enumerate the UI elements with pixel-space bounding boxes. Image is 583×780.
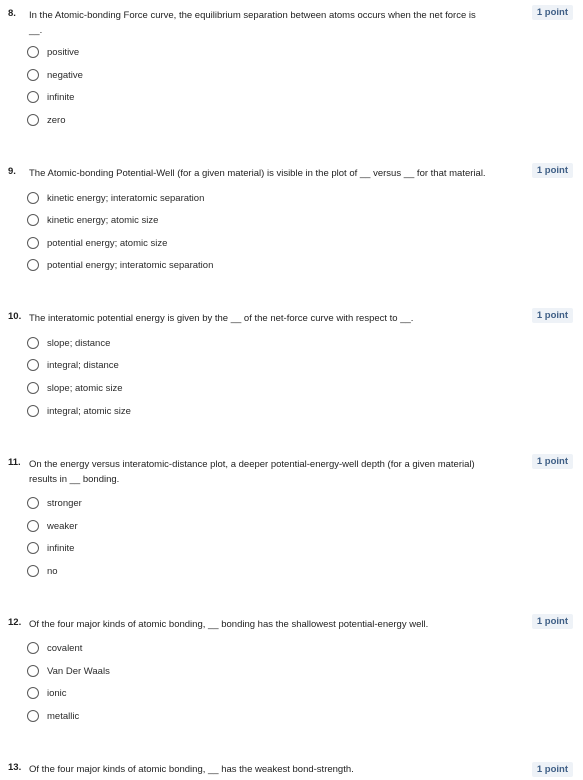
option-label: kinetic energy; interatomic separation [47,192,205,204]
option-label: positive [47,46,80,58]
option-q9-2[interactable] [27,212,158,228]
radio-icon[interactable] [27,710,39,722]
option-q12-4[interactable] [27,708,79,724]
option-q10-2[interactable] [27,357,119,373]
radio-icon[interactable] [27,359,39,371]
option-q11-3[interactable] [27,540,74,556]
option-label: no [47,565,58,577]
question-text: On the energy versus interatomic-distance plot, a deeper potential-energy-well depth (for a given material) results in __ bonding. [29,459,475,485]
radio-icon[interactable] [27,687,39,699]
points-badge: 1 point [532,5,573,20]
option-label: weaker [47,520,78,532]
option-q11-1[interactable] [27,495,82,511]
question-text: The Atomic-bonding Potential-Well (for a given material) is visible in the plot of __ versus __ for that material. [29,168,486,179]
question-number: 8. [8,8,16,19]
question-text: In the Atomic-bonding Force curve, the equilibrium separation between atoms occurs when the net force is __. [29,10,476,36]
radio-icon[interactable] [27,337,39,349]
option-q8-1[interactable] [27,44,79,60]
points-badge: 1 point [532,308,573,323]
option-label: zero [47,114,66,126]
option-label: infinite [47,91,75,103]
option-q9-4[interactable] [27,257,213,273]
question-number: 13. [8,762,22,773]
radio-icon[interactable] [27,91,39,103]
radio-icon[interactable] [27,520,39,532]
radio-icon[interactable] [27,665,39,677]
option-label: integral; distance [47,359,119,371]
points-badge: 1 point [532,762,573,777]
question-number: 12. [8,617,22,628]
option-q9-3[interactable] [27,235,167,251]
radio-icon[interactable] [27,46,39,58]
option-q9-1[interactable] [27,190,204,206]
option-label: covalent [47,642,83,654]
radio-icon[interactable] [27,565,39,577]
option-label: integral; atomic size [47,405,131,417]
option-q12-2[interactable] [27,663,110,679]
option-label: negative [47,69,83,81]
points-badge: 1 point [532,454,573,469]
radio-icon[interactable] [27,542,39,554]
radio-icon[interactable] [27,114,39,126]
question-text: Of the four major kinds of atomic bonding, __ has the weakest bond-strength. [29,764,354,775]
question-number: 9. [8,166,16,177]
radio-icon[interactable] [27,214,39,226]
option-q11-2[interactable] [27,518,78,534]
radio-icon[interactable] [27,69,39,81]
radio-icon[interactable] [27,382,39,394]
radio-icon[interactable] [27,259,39,271]
option-label: slope; distance [47,337,111,349]
option-q12-1[interactable] [27,640,82,656]
radio-icon[interactable] [27,405,39,417]
option-label: Van Der Waals [47,665,110,677]
radio-icon[interactable] [27,192,39,204]
option-label: potential energy; atomic size [47,237,168,249]
option-label: potential energy; interatomic separation [47,259,214,271]
option-label: ionic [47,687,67,699]
question-text: Of the four major kinds of atomic bonding, __ bonding has the shallowest potential-energy well. [29,619,429,630]
question-number: 10. [8,311,22,322]
option-label: kinetic energy; atomic size [47,214,159,226]
option-label: slope; atomic size [47,382,123,394]
option-label: stronger [47,497,82,509]
option-label: infinite [47,542,75,554]
question-text: The interatomic potential energy is given by the __ of the net-force curve with respect to __. [29,313,414,324]
points-badge: 1 point [532,614,573,629]
question-number: 11. [8,457,21,468]
option-q12-3[interactable] [27,685,67,701]
option-q8-4[interactable] [27,112,65,128]
option-q10-4[interactable] [27,403,131,419]
option-q8-3[interactable] [27,89,74,105]
option-q10-3[interactable] [27,380,123,396]
option-q10-1[interactable] [27,335,110,351]
option-q11-4[interactable] [27,563,58,579]
radio-icon[interactable] [27,642,39,654]
option-q8-2[interactable] [27,67,83,83]
radio-icon[interactable] [27,497,39,509]
radio-icon[interactable] [27,237,39,249]
option-label: metallic [47,710,80,722]
points-badge: 1 point [532,163,573,178]
